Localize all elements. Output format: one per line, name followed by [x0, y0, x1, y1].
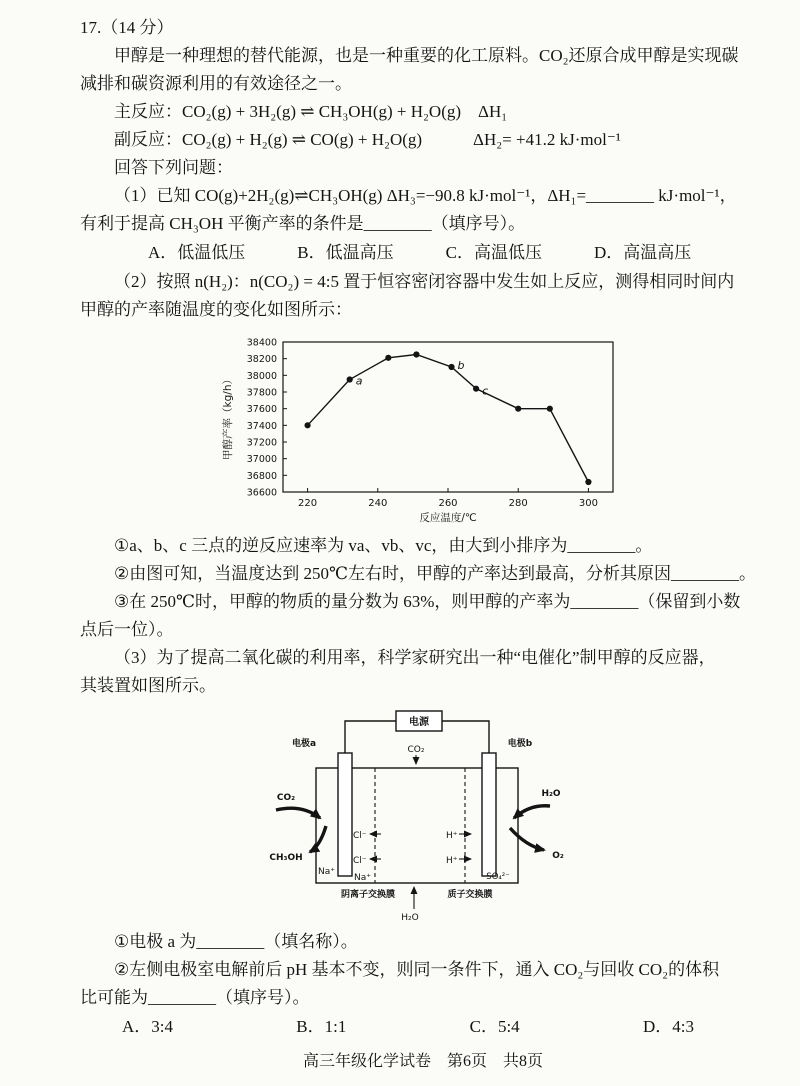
q3-line-2: 其装置如图所示。 — [80, 676, 216, 695]
q2-sub3-line-2: 点后一位）。 — [80, 620, 174, 639]
electrode-a — [338, 753, 352, 876]
main-reaction-equation: 主反应：CO₂(g) + 3H₂(g) ⇌ CH₃OH(g) + H₂O(g) ΔH₁ — [114, 102, 508, 121]
svg-text:300: 300 — [578, 498, 598, 509]
wire-left — [345, 721, 396, 753]
q3-sub1: ①电极 a 为________（填名称）。 — [114, 932, 358, 951]
q2-line-2: 甲醇的产率随温度的变化如图所示： — [80, 300, 352, 319]
chloride-ion-label-2: Cl⁻ — [353, 856, 367, 866]
electrolysis-cell-diagram — [80, 708, 766, 926]
yield-temperature-chart — [80, 330, 766, 528]
svg-text:220: 220 — [298, 498, 318, 509]
oxygen-outlet-arrow — [510, 828, 544, 850]
svg-text:240: 240 — [368, 498, 388, 509]
co2-inlet-label: CO₂ — [276, 793, 296, 803]
q1-option-b: B．低温高压 — [297, 243, 394, 262]
electrolysis-cell-svg — [258, 708, 588, 926]
oxygen-outlet-label: O₂ — [552, 851, 564, 861]
methanol-outlet-arrow — [310, 826, 326, 852]
side-reaction-equation: 副反应：CO₂(g) + H₂(g) ⇌ CO(g) + H₂O(g) ΔH₂= +41.2 kJ·mol⁻¹ — [114, 130, 621, 149]
wire-right — [442, 721, 489, 753]
svg-text:37000: 37000 — [246, 454, 277, 466]
q1-option-a: A．低温低压 — [148, 243, 246, 262]
co2-top-label: CO₂ — [407, 745, 425, 755]
proton-label-2: H⁺ — [446, 856, 458, 866]
proton-membrane-label: 质子交换膜 — [447, 890, 493, 900]
svg-text:36600: 36600 — [246, 487, 277, 499]
intro-line-1: 甲醇是一种理想的替代能源，也是一种重要的化工原料。CO₂还原合成甲醇是实现碳 — [114, 46, 739, 65]
q3-options-row — [80, 1012, 766, 1042]
q1-option-d: D．高温高压 — [593, 243, 692, 262]
sodium-ion-label-2: Na⁺ — [354, 873, 371, 883]
svg-text:260: 260 — [438, 498, 458, 509]
svg-text:37600: 37600 — [246, 404, 277, 416]
intro-line-2: 减排和碳资源利用的有效途径之一。 — [80, 74, 352, 93]
svg-text:37400: 37400 — [246, 420, 277, 432]
svg-text:38200: 38200 — [246, 354, 277, 366]
q3-sub2-line-2: 比可能为________（填序号）。 — [80, 988, 310, 1007]
svg-text:36800: 36800 — [246, 470, 277, 482]
svg-text:a: a — [355, 374, 363, 388]
q3-option-a: A．3:4 — [122, 1017, 173, 1036]
svg-text:37200: 37200 — [246, 437, 277, 449]
q2-sub3-line-1: ③在 250℃时，甲醇的物质的量分数为 63%，则甲醇的产率为________（保留到小数 — [114, 592, 741, 611]
sulfate-ion-label: SO₄²⁻ — [486, 872, 510, 882]
question-number: 17.（14 分） — [80, 18, 174, 37]
answer-prompt: 回答下列问题： — [114, 158, 233, 177]
svg-text:38400: 38400 — [246, 337, 277, 349]
proton-label-1: H⁺ — [446, 831, 458, 841]
page-footer: 高三年级化学试卷 第6页 共8页 — [302, 1053, 543, 1070]
anion-membrane-label: 阴离子交换膜 — [340, 890, 396, 900]
q2-sub2: ②由图可知，当温度达到 250℃左右时，甲醇的产率达到最高，分析其原因________。 — [114, 564, 757, 583]
svg-text:38000: 38000 — [246, 370, 277, 382]
svg-text:甲醇产率（kg/h）: 甲醇产率（kg/h） — [222, 374, 234, 460]
svg-text:c: c — [482, 384, 489, 398]
q3-line-1: （3）为了提高二氧化碳的利用率，科学家研究出一种“电催化”制甲醇的反应器， — [114, 648, 716, 667]
q2-line-1: （2）按照 n(H₂)：n(CO₂) = 4:5 置于恒容密闭容器中发生如上反应，测得相同时间内 — [114, 272, 735, 291]
electrode-a-label: 电极a — [291, 739, 317, 749]
sodium-ion-label-1: Na⁺ — [318, 867, 335, 877]
q1-option-c: C．高温低压 — [445, 243, 542, 262]
methanol-outlet-label: CH₃OH — [269, 853, 303, 863]
svg-text:37800: 37800 — [246, 387, 277, 399]
water-inlet-arrow — [514, 806, 550, 818]
svg-text:280: 280 — [508, 498, 528, 509]
water-bottom-label: H₂O — [401, 913, 419, 923]
svg-text:b: b — [457, 359, 465, 372]
electrode-b-label: 电极b — [507, 739, 533, 749]
electrode-b — [482, 753, 496, 876]
co2-inlet-arrow — [276, 808, 320, 818]
q2-sub1: ①a、b、c 三点的逆反应速率为 va、vb、vc，由大到小排序为________。 — [114, 536, 653, 555]
chloride-ion-label-1: Cl⁻ — [353, 831, 367, 841]
yield-temperature-chart-svg — [217, 330, 629, 528]
water-inlet-label: H₂O — [541, 789, 561, 799]
svg-text:反应温度/℃: 反应温度/℃ — [419, 512, 477, 524]
q3-option-c: C．5:4 — [469, 1017, 520, 1036]
power-supply-label: 电源 — [409, 717, 429, 728]
q3-sub2-line-1: ②左侧电极室电解前后 pH 基本不变，则同一条件下，通入 CO₂与回收 CO₂的体积 — [114, 960, 720, 979]
q1-options-row — [80, 238, 766, 268]
q3-option-b: B．1:1 — [296, 1017, 347, 1036]
q1-line-2: 有利于提高 CH₃OH 平衡产率的条件是________（填序号）。 — [80, 214, 526, 233]
q1-line-1: （1）已知 CO(g)+2H₂(g)⇌CH₃OH(g) ΔH₃=−90.8 kJ·mol⁻¹，ΔH₁=________ kJ·mol⁻¹， — [114, 186, 737, 205]
q3-option-d: D．4:3 — [642, 1017, 694, 1036]
